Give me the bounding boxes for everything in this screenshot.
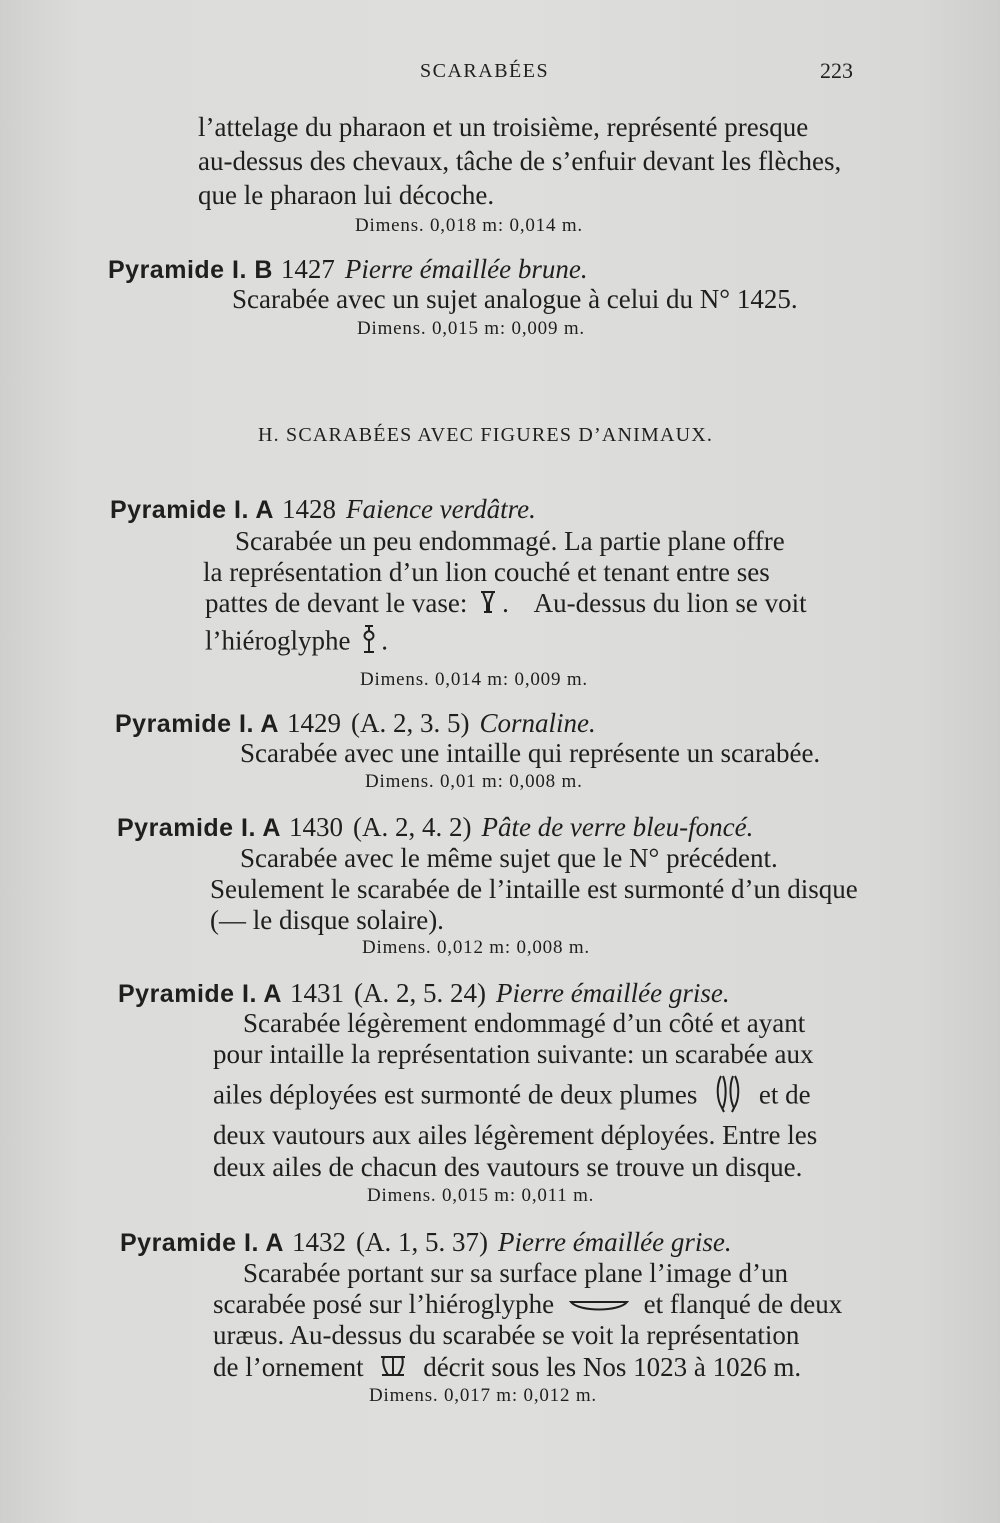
reference: (A. 2, 4. 2) [352,812,472,842]
entry-number: 1429 [286,708,341,738]
material: Pâte de verre bleu-foncé. [481,812,754,842]
text-line: Scarabée avec une intaille qui représente un scarabée. [240,738,821,768]
pyramid-label: Pyramide I. A [115,710,279,738]
text-fragment: ailes déployées est surmonté de deux plumes [213,1079,698,1110]
dimensions: Dimens. 0,01 m: 0,008 m. [365,771,583,792]
reference: (A. 1, 5. 37) [355,1227,488,1257]
text-line: l’attelage du pharaon et un troisième, représenté presque [198,112,809,142]
pyramid-label: Pyramide I. A [118,980,282,1008]
text-line: Scarabée avec le même sujet que le N° précédent. [240,843,778,873]
pyramid-label: Pyramide I. B [108,256,273,284]
text-fragment: Au-dessus du lion se voit [533,588,807,618]
text-line: uræus. Au-dessus du scarabée se voit la représentation [213,1320,800,1350]
reference: (A. 2, 3. 5) [350,708,470,738]
text-line [213,1289,842,1322]
pyramid-label: Pyramide I. A [110,496,274,524]
entry-heading [120,1227,732,1258]
entry-number: 1428 [281,494,336,524]
reference: (A. 2, 5. 24) [353,978,486,1008]
ornament-glyph-icon [378,1353,408,1386]
text-fragment: scarabée posé sur l’hiéroglyphe [213,1289,555,1319]
dimensions: Dimens. 0,015 m: 0,011 m. [367,1185,595,1206]
text-line [213,1074,811,1121]
text-fragment: de l’ornement [213,1352,364,1382]
ankh-glyph-icon [361,624,377,663]
entry-number: 1427 [280,254,335,284]
pyramid-label: Pyramide I. A [117,814,281,842]
text-line: Seulement le scarabée de l’intaille est surmonté d’un disque [210,874,858,904]
material: Pierre émaillée brune. [344,254,588,284]
text-fragment: et flanqué de deux [643,1289,843,1319]
text-line [205,624,388,663]
entry-heading [115,708,596,739]
text-line: la représentation d’un lion couché et tenant entre ses [203,557,770,587]
dimensions: Dimens. 0,015 m: 0,009 m. [357,318,585,339]
entry-number: 1432 [291,1227,346,1257]
material: Pierre émaillée grise. [497,1227,732,1257]
entry-number: 1431 [289,978,344,1008]
text-line: Scarabée légèrement endommagé d’un côté et ayant [243,1008,806,1038]
section-title: H. SCARABÉES AVEC FIGURES D’ANIMAUX. [258,424,714,446]
dimensions: Dimens. 0,018 m: 0,014 m. [355,215,583,236]
material: Cornaline. [479,708,596,738]
dimensions: Dimens. 0,017 m: 0,012 m. [369,1385,597,1406]
text-fragment: décrit sous les Nos 1023 à 1026 m. [423,1352,802,1382]
entry-heading [118,978,730,1009]
text-line: Scarabée portant sur sa surface plane l’image d’un [243,1258,789,1288]
pyramid-label: Pyramide I. A [120,1229,284,1257]
text-fragment: l’hiéroglyphe [205,625,351,656]
text-line: deux ailes de chacun des vautours se trouve un disque. [213,1152,803,1182]
text-line: que le pharaon lui décoche. [198,180,495,210]
vase-glyph-icon [478,589,498,622]
page-number: 223 [820,58,853,83]
entry-heading [117,812,753,843]
text-fragment: pattes de devant le vase: [205,588,468,618]
material: Faience verdâtre. [345,494,536,524]
text-line: Scarabée avec un sujet analogue à celui du N° 1425. [232,284,798,314]
running-head: SCARABÉES [420,60,550,82]
text-line: pour intaille la représentation suivante: un scarabée aux [213,1039,814,1069]
material: Pierre émaillée grise. [495,978,730,1008]
basket-glyph-icon [569,1291,629,1322]
text-line: deux vautours aux ailes légèrement déployées. Entre les [213,1120,818,1150]
text-line: au-dessus des chevaux, tâche de s’enfuir devant les flèches, [198,146,842,176]
text-fragment: . [381,625,388,656]
text-line: pattes de devant le vase: . Au-dessus du lion se voit [205,588,807,622]
entry-number: 1430 [288,812,343,842]
two-plumes-glyph-icon [714,1074,742,1121]
text-fragment: et de [758,1079,811,1110]
entry-heading [108,254,588,285]
text-line [213,1352,801,1386]
text-line: (— le disque solaire). [210,905,444,935]
entry-heading [110,494,536,525]
text-line: Scarabée un peu endommagé. La partie plane offre [235,526,785,556]
dimensions: Dimens. 0,012 m: 0,008 m. [362,937,590,958]
dimensions: Dimens. 0,014 m: 0,009 m. [360,669,588,690]
